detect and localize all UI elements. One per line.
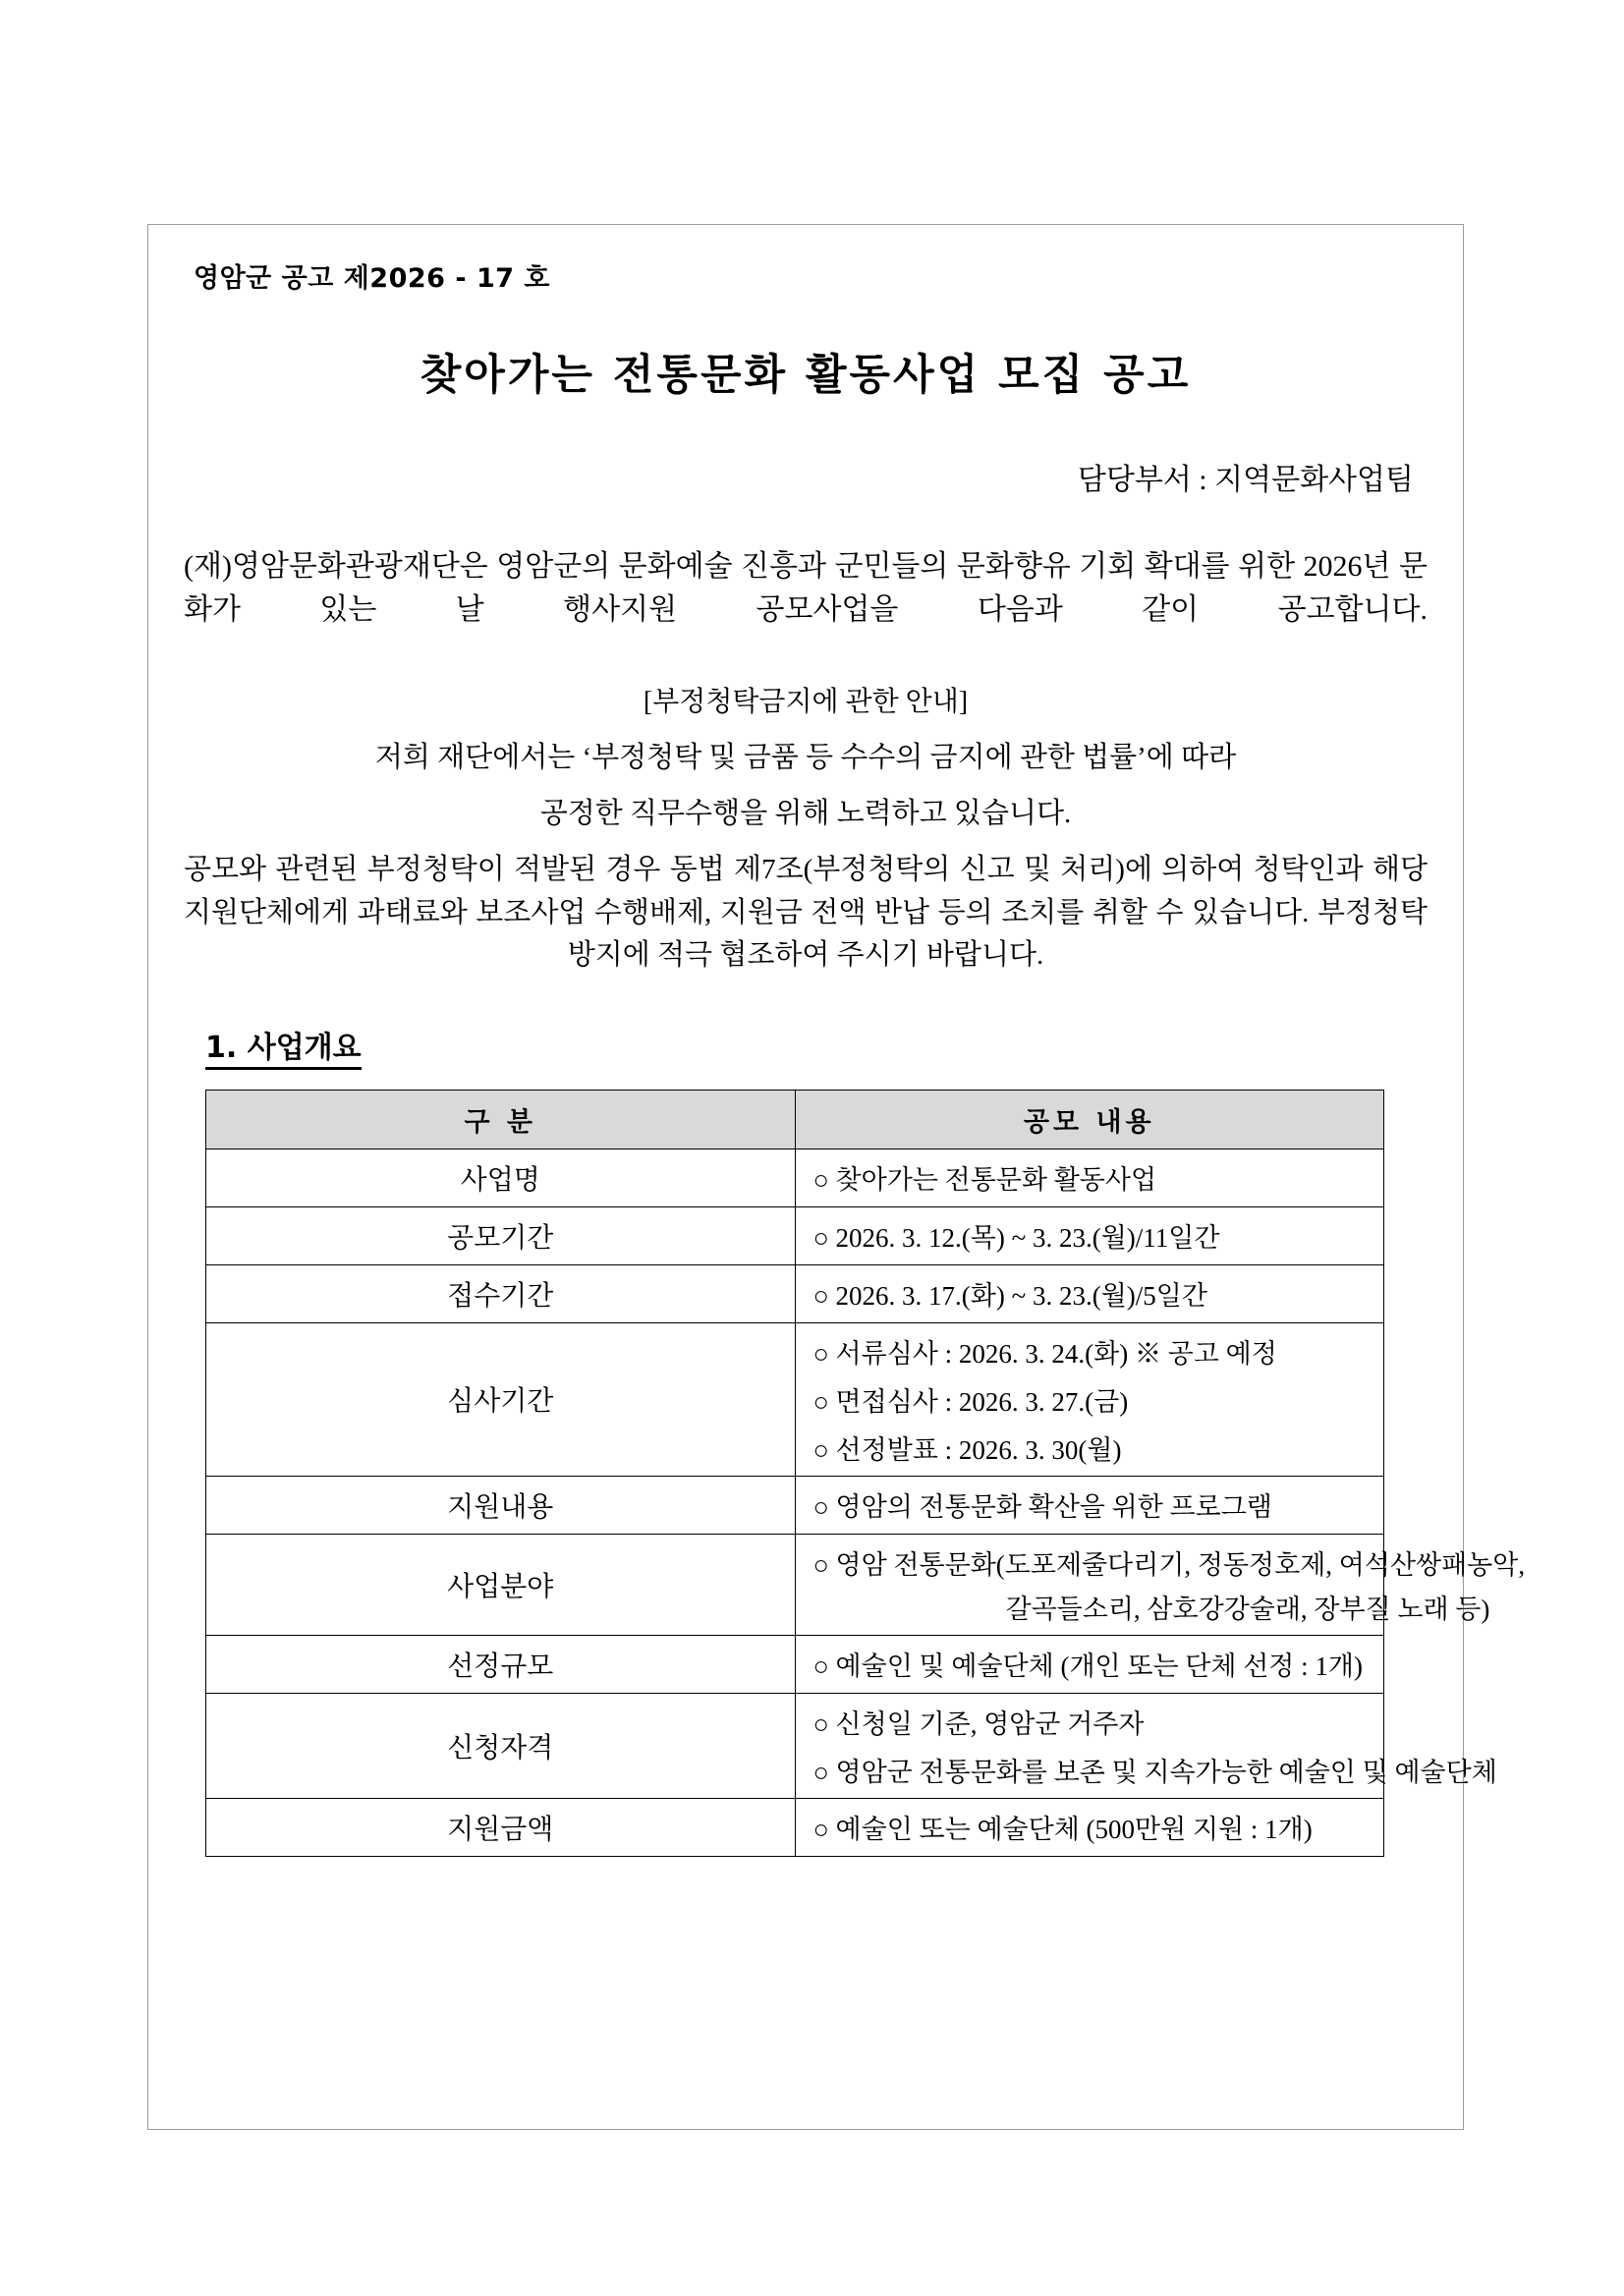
notice-heading: [부정청탁금지에 관한 안내] — [643, 687, 969, 717]
notice-body: 공모와 관련된 부정청탁이 적발된 경우 동법 제7조(부정청탁의 신고 및 처리)에 의하여 청탁인과 해당 지원단체에게 과태료와 보조사업 수행배제, 지원금 전액 반납 등의 조치를 취할 수 있습니다. 부정청탁 방지에 적극 협조하여 주시기 바랍니다. — [184, 854, 1428, 971]
table-row — [206, 1322, 1384, 1476]
row-line: ○ 2026. 3. 12.(목) ~ 3. 23.(월)/11일간 — [812, 1223, 1220, 1253]
row-line: ○ 신청일 기준, 영암군 거주자 — [812, 1708, 1145, 1739]
table-header-division: 구 분 — [206, 1090, 796, 1148]
overview-table — [205, 1090, 1526, 1857]
row-label: 사업분야 — [206, 1534, 796, 1635]
row-label: 신청자격 — [206, 1693, 796, 1798]
row-content — [795, 1264, 1384, 1322]
row-line: ○ 찾아가는 전통문화 활동사업 — [812, 1165, 1157, 1195]
row-line: ○ 선정발표 : 2026. 3. 30(월) — [812, 1434, 1122, 1465]
announcement-number: 영암군 공고 제2026 - 17 호 — [194, 263, 550, 294]
row-line: ○ 서류심사 : 2026. 3. 24.(화) ※ 공고 예정 — [812, 1338, 1277, 1369]
table-row — [206, 1635, 1384, 1693]
row-label: 선정규모 — [206, 1635, 796, 1693]
row-content — [795, 1534, 1526, 1635]
notice-line-2: 공정한 직무수행을 위해 노력하고 있습니다. — [539, 798, 1072, 829]
department-label: 담당부서 : 지역문화사업팀 — [1077, 464, 1414, 496]
table-row — [206, 1264, 1384, 1322]
row-line: ○ 2026. 3. 17.(화) ~ 3. 23.(월)/5일간 — [812, 1281, 1207, 1311]
row-content — [795, 1693, 1497, 1798]
table-row — [206, 1798, 1384, 1856]
table-row — [206, 1693, 1384, 1798]
document-frame — [147, 224, 1526, 2130]
row-label: 심사기간 — [206, 1322, 796, 1476]
row-label: 지원금액 — [206, 1798, 796, 1856]
section-title-overview: 1. 사업개요 — [205, 1023, 362, 1070]
row-label: 지원내용 — [206, 1476, 796, 1534]
row-label: 공모기간 — [206, 1206, 796, 1264]
table-row — [206, 1534, 1384, 1635]
page-title: 찾아가는 전통문화 활동사업 모집 공고 — [420, 351, 1192, 400]
row-line: 갈곡들소리, 삼호강강술래, 장부질 노래 등) — [1005, 1594, 1490, 1624]
intro-paragraph: (재)영암문화관광재단은 영암군의 문화예술 진흥과 군민들의 문화향유 기회 확대를 위한 2026년 문화가 있는 날 행사지원 공모사업을 다음과 같이 공고합니다. — [184, 550, 1428, 626]
row-label: 사업명 — [206, 1148, 796, 1206]
table-header-row — [206, 1090, 1384, 1148]
row-line: ○ 예술인 및 예술단체 (개인 또는 단체 선정 : 1개) — [812, 1652, 1363, 1681]
row-label: 접수기간 — [206, 1264, 796, 1322]
table-header-content: 공모 내용 — [795, 1090, 1384, 1148]
row-content — [795, 1148, 1384, 1206]
table-row — [206, 1476, 1384, 1534]
row-content — [795, 1798, 1384, 1856]
notice-line-1: 저희 재단에서는 ‘부정청탁 및 금품 등 수수의 금지에 관한 법률’에 따라 — [374, 742, 1237, 773]
row-content — [795, 1206, 1384, 1264]
row-content — [795, 1322, 1384, 1476]
row-line: ○ 영암군 전통문화를 보존 및 지속가능한 예술인 및 예술단체 — [812, 1757, 1497, 1787]
row-content — [795, 1476, 1384, 1534]
table-row — [206, 1148, 1384, 1206]
row-line: ○ 영암 전통문화(도포제줄다리기, 정동정호제, 여석산쌍패농악, — [812, 1549, 1526, 1580]
row-line: ○ 면접심사 : 2026. 3. 27.(금) — [812, 1386, 1129, 1417]
row-line: ○ 예술인 또는 예술단체 (500만원 지원 : 1개) — [812, 1815, 1313, 1844]
row-content — [795, 1635, 1384, 1693]
row-line: ○ 영암의 전통문화 확산을 위한 프로그램 — [812, 1492, 1272, 1522]
table-row — [206, 1206, 1384, 1264]
